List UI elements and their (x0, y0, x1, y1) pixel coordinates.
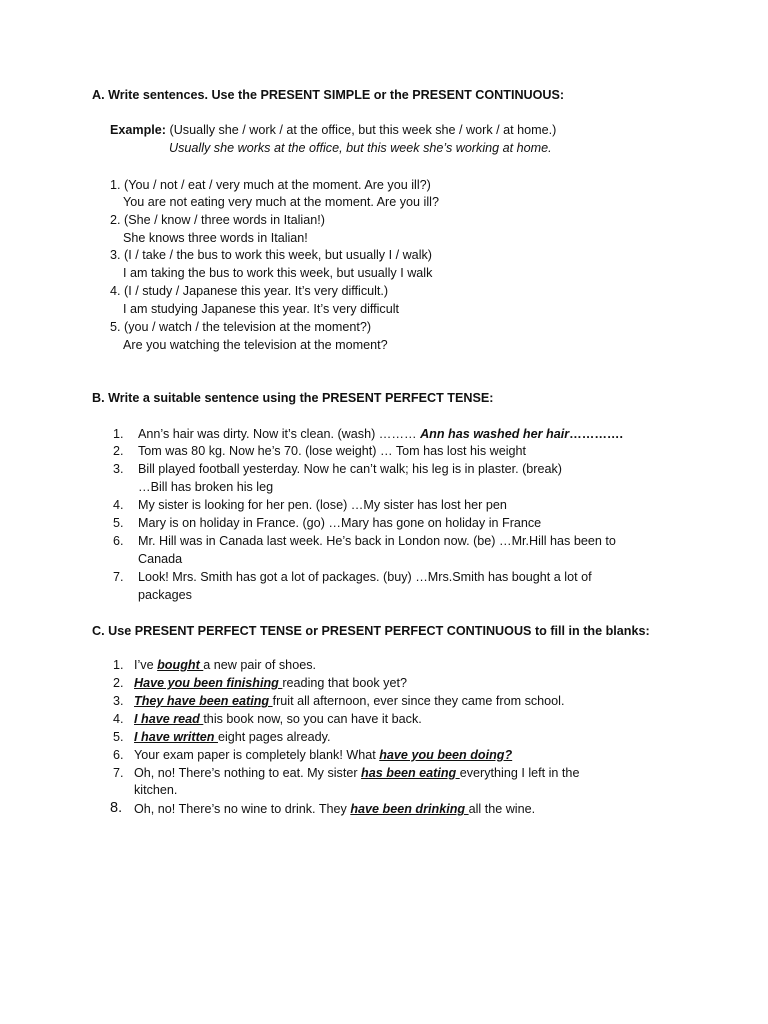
c-item-3-number: 3. (113, 694, 124, 708)
b-item-7-text: Look! Mrs. Smith has got a lot of packages. (buy) …Mrs.Smith has bought a lot of (138, 570, 592, 584)
c-item-6-pre: Your exam paper is completely blank! What (134, 748, 380, 762)
a-item-1-question: 1. (You / not / eat / very much at the moment. Are you ill?) (110, 178, 431, 192)
a-item-1-answer: You are not eating very much at the moment. Are you ill? (123, 195, 439, 209)
c-item-2-text (134, 675, 407, 692)
c-item-7-number: 7. (113, 766, 124, 780)
section-c-heading: C. Use PRESENT PERFECT TENSE or PRESENT PERFECT CONTINUOUS to fill in the blanks: (92, 624, 650, 638)
c-item-1-text (134, 657, 316, 674)
c-item-5-text (134, 729, 330, 746)
b-item-7-number: 7. (113, 570, 124, 584)
b-item-1-answer: Ann has washed her hair (420, 427, 570, 441)
b-item-6-text: Mr. Hill was in Canada last week. He’s back in London now. (be) …Mr.Hill has been to (138, 534, 616, 548)
a-item-5-answer: Are you watching the television at the moment? (123, 338, 388, 352)
c-item-1-post: a new pair of shoes. (203, 658, 316, 672)
a-item-3-answer: I am taking the bus to work this week, but usually I walk (123, 266, 433, 280)
c-item-6-answer: have you been doing? (379, 748, 513, 762)
c-item-8-number: 8. (110, 800, 123, 816)
c-item-5-post: eight pages already. (217, 730, 331, 744)
b-item-3-number: 3. (113, 462, 124, 476)
b-item-7-text-cont: packages (138, 588, 192, 602)
b-item-3-text-cont: …Bill has broken his leg (138, 480, 274, 494)
c-item-4-post: this book now, so you can have it back. (203, 712, 422, 726)
c-item-5-answer: I have written (134, 730, 218, 744)
b-item-4-text: My sister is looking for her pen. (lose) …My sister has lost her pen (138, 498, 507, 512)
c-item-2-answer: Have you been finishing (134, 676, 283, 690)
c-item-2-number: 2. (113, 676, 124, 690)
section-a-heading: A. Write sentences. Use the PRESENT SIMPLE or the PRESENT CONTINUOUS: (92, 88, 565, 102)
c-item-3-post: fruit all afternoon, ever since they came from school. (272, 694, 565, 708)
c-item-4-answer: I have read (134, 712, 204, 726)
c-item-7-post: everything I left in the (459, 766, 580, 780)
c-item-4-number: 4. (113, 712, 124, 726)
c-item-5-number: 5. (113, 730, 124, 744)
c-item-7-pre: Oh, no! There’s nothing to eat. My sister (134, 766, 362, 780)
a-item-4-question: 4. (I / study / Japanese this year. It’s very difficult.) (110, 284, 389, 298)
a-item-4-answer: I am studying Japanese this year. It’s very difficult (123, 302, 400, 316)
a-item-5-question: 5. (you / watch / the television at the moment?) (110, 320, 372, 334)
c-item-8-pre: Oh, no! There’s no wine to drink. They (134, 802, 351, 816)
c-item-6-text (134, 747, 512, 764)
b-item-5-text: Mary is on holiday in France. (go) …Mary has gone on holiday in France (138, 516, 542, 530)
b-item-2-number: 2. (113, 444, 124, 458)
b-item-2-text: Tom was 80 kg. Now he’s 70. (lose weight) … Tom has lost his weight (138, 444, 527, 458)
b-item-1-dots: …………. (569, 427, 624, 441)
c-item-3-text (134, 693, 564, 710)
b-item-6-text-cont: Canada (138, 552, 183, 566)
example-answer: Usually she works at the office, but this week she’s working at home. (169, 141, 552, 155)
c-item-8-answer: have been drinking (350, 802, 469, 816)
c-item-1-number: 1. (113, 658, 124, 672)
a-item-2-question: 2. (She / know / three words in Italian!) (110, 213, 325, 227)
c-item-7-text (134, 765, 579, 782)
example-label: Example: (110, 123, 166, 137)
section-b-heading: B. Write a suitable sentence using the PRESENT PERFECT TENSE: (92, 391, 494, 405)
a-item-2-answer: She knows three words in Italian! (123, 231, 308, 245)
example-line (110, 122, 556, 139)
a-item-3-question: 3. (I / take / the bus to work this week, but usually I / walk) (110, 248, 432, 262)
c-item-7-answer: has been eating (361, 766, 460, 780)
c-item-1-pre: I’ve (134, 658, 158, 672)
c-item-7-text-cont: kitchen. (134, 783, 178, 797)
c-item-1-answer: bought (157, 658, 204, 672)
c-item-3-answer: They have been eating (134, 694, 273, 708)
b-item-1-prompt: Ann’s hair was dirty. Now it’s clean. (wash) ……… (138, 427, 421, 441)
b-item-6-number: 6. (113, 534, 124, 548)
b-item-1-number: 1. (113, 427, 124, 441)
b-item-5-number: 5. (113, 516, 124, 530)
example-prompt: (Usually she / work / at the office, but this week she / work / at home.) (166, 123, 557, 137)
c-item-2-post: reading that book yet? (282, 676, 407, 690)
c-item-6-number: 6. (113, 748, 124, 762)
b-item-3-text: Bill played football yesterday. Now he can’t walk; his leg is in plaster. (break) (138, 462, 562, 476)
c-item-8-post: all the wine. (468, 802, 536, 816)
b-item-1-text (138, 426, 623, 443)
c-item-4-text (134, 711, 422, 728)
b-item-4-number: 4. (113, 498, 124, 512)
c-item-8-text (134, 801, 535, 818)
